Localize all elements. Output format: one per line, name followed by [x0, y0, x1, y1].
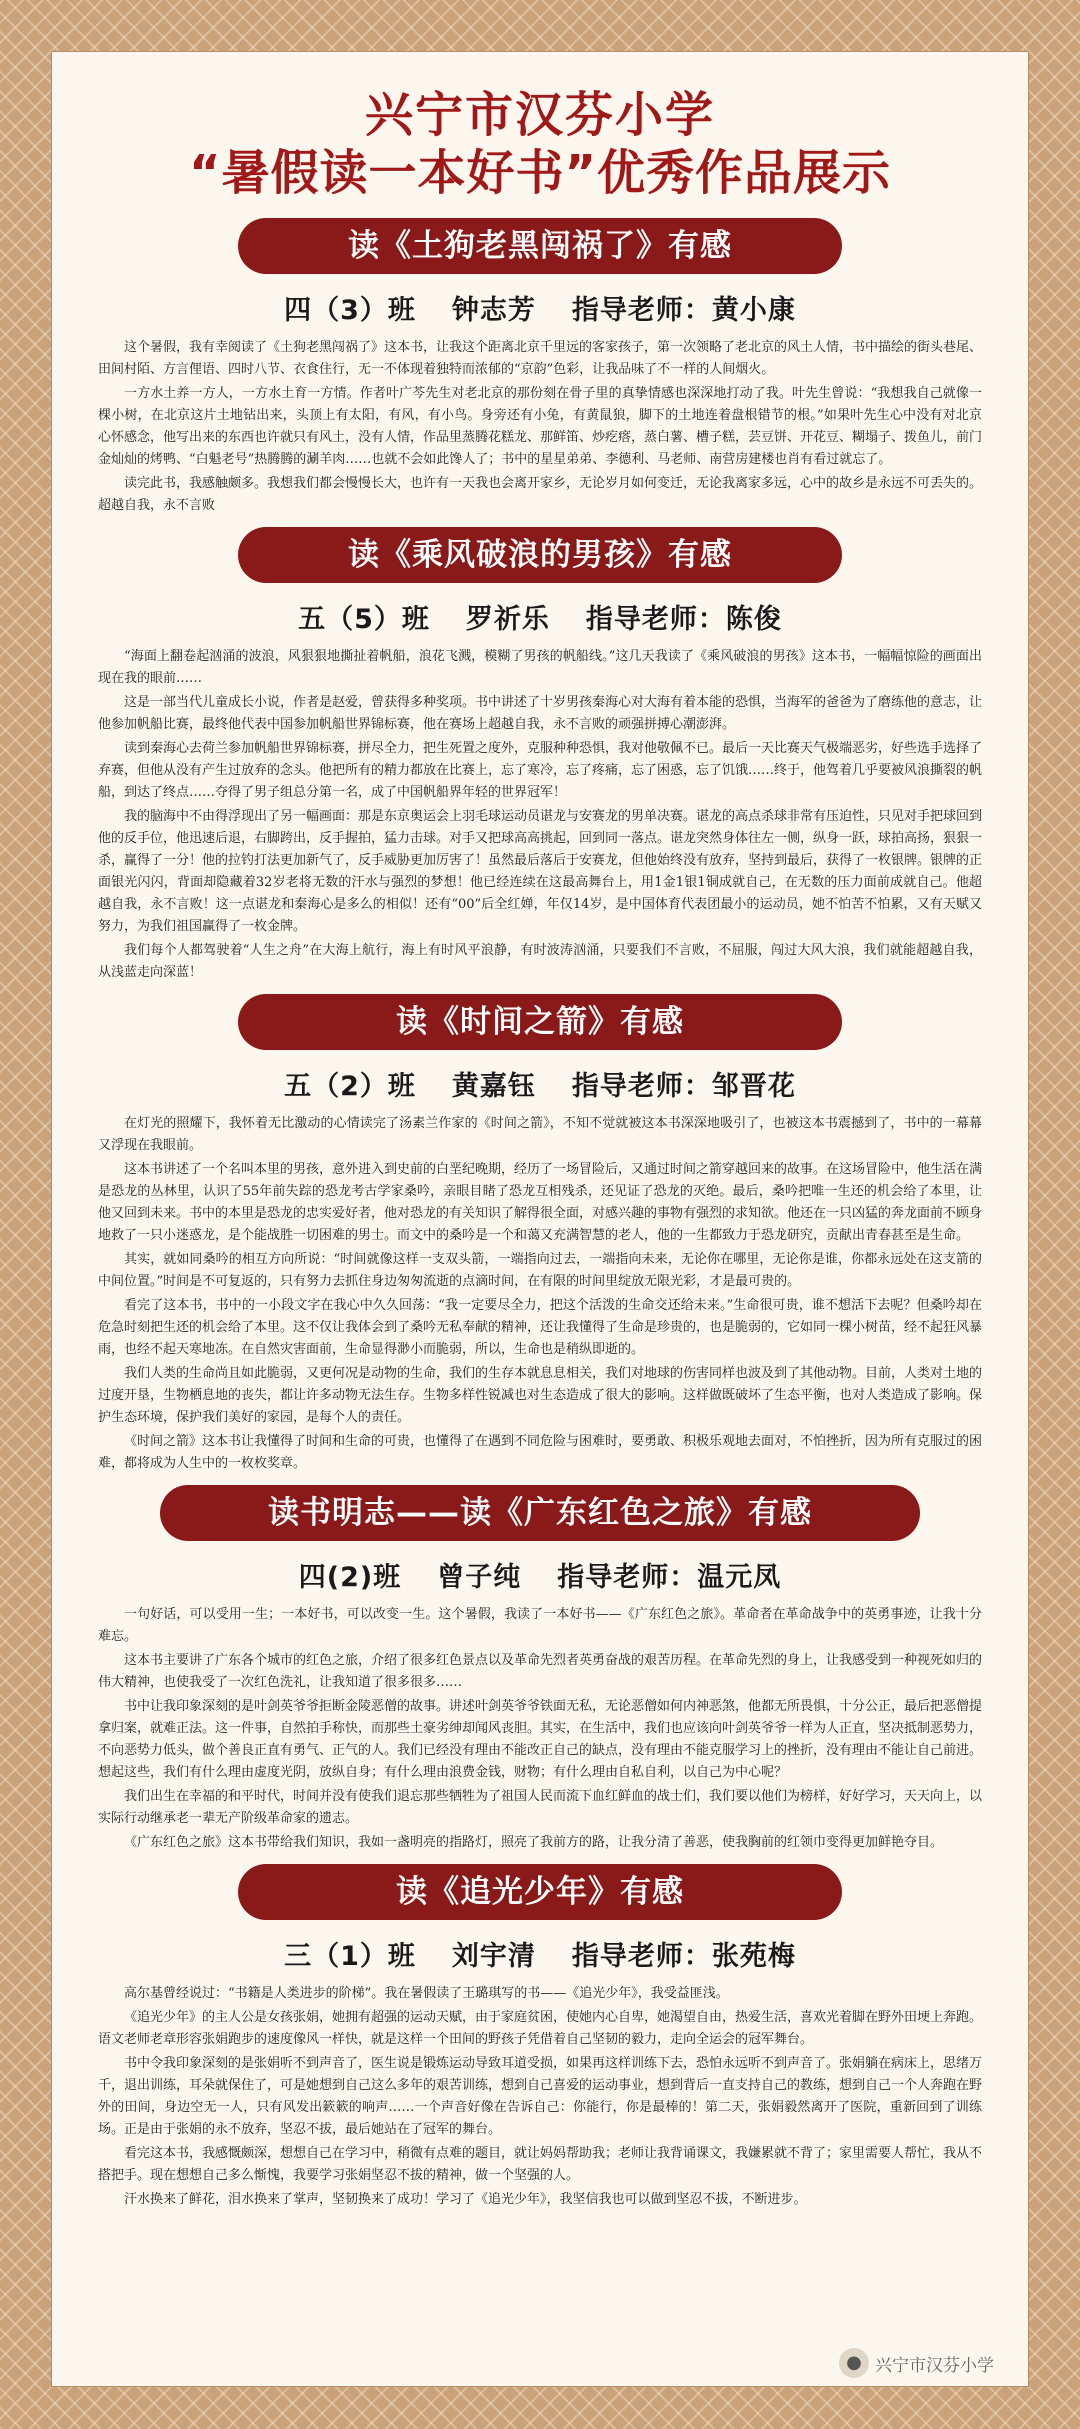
- byline-teacher: 指导老师：黄小康: [571, 295, 796, 326]
- byline-teacher: 指导老师：邹晋花: [571, 1071, 796, 1102]
- essay-banner: 读《乘风破浪的男孩》有感: [238, 527, 842, 583]
- byline-class: 四（3）班: [284, 295, 416, 326]
- essay-body: [52, 1113, 1028, 1475]
- essay-paragraph: 在灯光的照耀下，我怀着无比激动的心情读完了汤素兰作家的《时间之箭》，不知不觉就被这本书深深地吸引了，也被这本书震撼到了，书中的一幕幕又浮现在我眼前。: [98, 1116, 982, 1153]
- essay-banner: 读《追光少年》有感: [238, 1864, 842, 1920]
- essay-body: [52, 337, 1028, 517]
- byline-class: 五（2）班: [284, 1071, 416, 1102]
- essay-section: [52, 994, 1028, 1475]
- essay-list: [52, 218, 1028, 2211]
- essay-paragraph: 一方水土养一方人，一方水土育一方情。作者叶广芩先生对老北京的那份刻在骨子里的真挚情感也深深地打动了我。叶先生曾说：“我想我自己就像一棵小树，在北京这片土地钻出来，头顶上有太阳，有风，有小鸟。身旁还有小兔，有黄鼠狼，脚下的土地连着盘根错节的根。”如果叶先生心中没有对北京心怀感念，他写出来的东西也许就只有风土，没有人情，作品里蒸腾花糕龙、那鲜笛、炒疙瘩，蒸白薯、槽子糕，芸豆饼、开花豆、糊塌子、拨鱼儿，前门金灿灿的烤鸭、“白魁老号”热腾腾的涮羊肉……也就不会如此馋人了；书中的星星弟弟、李德利、马老师、南营房建楼也肖有看过就忘了。: [98, 386, 983, 467]
- essay-paragraph: 这本书讲述了一个名叫本里的男孩，意外进入到史前的白垩纪晚期，经历了一场冒险后，又通过时间之箭穿越回来的故事。在这场冒险中，他生活在满是恐龙的丛林里，认识了55年前失踪的恐龙考古学家桑吟，亲眼目睹了恐龙互相残杀，还见证了恐龙的灭绝。最后，桑吟把唯一生还的机会给了本里，让他又回到未来。书中的本里是恐龙的忠实爱好者，他对恐龙的有关知识了解得很全面，对感兴趣的事物有强烈的求知欲。他还在一只凶猛的奔龙面前不顾身地救了一只小迷惑龙，是个能战胜一切困难的男士。而文中的桑吟是一个和蔼又充满智慧的老人，他的一生都致力于恐龙研究，贡献出青春甚至是生命。: [98, 1162, 983, 1243]
- byline-teacher: 指导老师：张苑梅: [571, 1941, 796, 1972]
- essay-banner: 读书明志——读《广东红色之旅》有感: [160, 1485, 920, 1541]
- essay-paragraph: 书中令我印象深刻的是张娟听不到声音了，医生说是锻炼运动导致耳道受损，如果再这样训练下去，恐怕永远听不到声音了。张娟躺在病床上，思绪万千，退出训练，耳朵就保住了，可是她想到自己这么多年的艰苦训练，想到自己喜爱的运动事业，想到背后一直支持自己的教练，想到自己一个人奔跑在野外的田间，身边空无一人，只有风发出簌簌的响声……一个声音好像在告诉自己：你能行，你是最棒的！第二天，张娟毅然离开了医院，重新回到了训练场。正是由于张娟的永不放弃，坚忍不拔，最后她站在了冠军的舞台。: [98, 2056, 983, 2137]
- essay-section: [52, 1864, 1028, 2211]
- byline-student: 黄嘉钰: [451, 1071, 536, 1102]
- wechat-icon: ●: [839, 2348, 869, 2378]
- school-title: 兴宁市汉芬小学: [364, 87, 715, 143]
- byline-class: 五（5）班: [298, 604, 430, 635]
- essay-paragraph: “海面上翻卷起汹涌的波浪，风狠狠地撕扯着帆船，浪花飞溅，模糊了男孩的帆船线。”这几天我读了《乘风破浪的男孩》这本书，一幅幅惊险的画面出现在我的眼前……: [98, 649, 982, 686]
- byline-student: 罗祈乐: [465, 604, 550, 635]
- essay-paragraph: 我们人类的生命尚且如此脆弱，又更何况是动物的生命，我们的生存本就息息相关，我们对地球的伤害同样也波及到了其他动物。目前，人类对土地的过度开垦，生物栖息地的丧失，都让许多动物无法生存。生物多样性锐减也对生态造成了很大的影响。这样做既破坏了生态平衡，也对人类造成了影响。保护生态环境，保护我们美好的家园，是每个人的责任。: [98, 1366, 983, 1425]
- essay-paragraph: 我们每个人都驾驶着“人生之舟”在大海上航行，海上有时风平浪静，有时波涛汹涌，只要我们不言败，不屈服，闯过大风大浪，我们就能超越自我，从浅蓝走向深蓝！: [98, 943, 982, 980]
- essay-paragraph: 读完此书，我感触颇多。我想我们都会慢慢长大，也许有一天我也会离开家乡，无论岁月如何变迁，无论我离家多远，心中的故乡是永远不可丢失的。超越自我，永不言败: [98, 476, 983, 513]
- byline-student: 钟志芳: [451, 295, 536, 326]
- byline-class: 三（1）班: [284, 1941, 416, 1972]
- essay-paragraph: 一句好话，可以受用一生；一本好书，可以改变一生。这个暑假，我读了一本好书——《广东红色之旅》。革命者在革命战争中的英勇事迹，让我十分难忘。: [98, 1607, 982, 1644]
- essay-paragraph: 书中让我印象深刻的是叶剑英爷爷拒断金陵恶僧的故事。讲述叶剑英爷爷铁面无私，无论恶僧如何内神恶煞，他都无所畏惧，十分公正，最后把恶僧提拿归案，就难正法。这一件事，自然拍手称快，而那些土豪劣绅却闻风丧胆。其实，在生活中，我们也应该向叶剑英爷爷一样为人正直，坚决抵制恶势力，不向恶势力低头，做个善良正直有勇气、正气的人。我们已经没有理由不能改正自己的缺点，没有理由不能克服学习上的挫折，没有理由不能让自己前进。想起这些，我们有什么理由虚度光阴，放纵自身；有什么理由浪费金钱，财物；有什么理由自私自利，以自己为中心呢？: [98, 1699, 983, 1780]
- essay-paragraph: 《追光少年》的主人公是女孩张娟，她拥有超强的运动天赋，由于家庭贫困，使她内心自卑，她渴望自由，热爱生活，喜欢光着脚在野外田埂上奔跑。语文老师老章形容张娟跑步的速度像风一样快，就是这样一个田间的野孩子凭借着自己坚韧的毅力，走向全运会的冠军舞台。: [98, 2010, 983, 2047]
- essay-paragraph: 这是一部当代儿童成长小说，作者是赵爱，曾获得多种奖项。书中讲述了十岁男孩秦海心对大海有着本能的恐惧，当海军的爸爸为了磨练他的意志，让他参加帆船比赛，最终他代表中国参加帆船世界锦标赛，他在赛场上超越自我，永不言败的顽强拼搏心潮澎湃。: [98, 695, 983, 732]
- byline-teacher: 指导老师：温元凤: [557, 1562, 782, 1593]
- essay-byline: [52, 1064, 1028, 1103]
- essay-byline: [52, 288, 1028, 327]
- essay-byline: [52, 597, 1028, 636]
- essay-paragraph: 这个暑假，我有幸阅读了《土狗老黑闯祸了》这本书，让我这个距离北京千里远的客家孩子，第一次领略了老北京的风土人情，书中描绘的街头巷尾、田间村陌、方言俚语、四时八节、衣食住行，无一不体现着独特而浓郁的“京韵”色彩，让我品味了不一样的人间烟火。: [98, 340, 983, 377]
- essay-paragraph: 其实，就如同桑吟的相互方向所说：“时间就像这样一支双头箭，一端指向过去，一端指向未来，无论你在哪里，无论你是谁，你都永远处在这支箭的中间位置。”时间是不可复返的，只有努力去抓住身边匆匆流逝的点滴时间，在有限的时间里绽放无限光彩，才是最可贵的。: [98, 1252, 982, 1289]
- essay-byline: [52, 1555, 1028, 1594]
- essay-section: [52, 1485, 1028, 1854]
- byline-class: 四(2)班: [298, 1562, 402, 1593]
- essay-byline: [52, 1934, 1028, 1973]
- essay-section: [52, 527, 1028, 984]
- essay-paragraph: 汗水换来了鲜花，泪水换来了掌声，坚韧换来了成功！学习了《追光少年》，我坚信我也可以做到坚忍不拔，不断进步。: [124, 2192, 807, 2207]
- essay-paragraph: 这本书主要讲了广东各个城市的红色之旅，介绍了很多红色景点以及革命先烈者英勇奋战的艰苦历程。在革命先烈的身上，让我感受到一种视死如归的伟大精神，也使我受了一次红色洗礼，让我知道了很多很多……: [98, 1653, 983, 1690]
- byline-teacher: 指导老师：陈俊: [585, 604, 782, 635]
- event-title: “暑假读一本好书”优秀作品展示: [188, 145, 892, 201]
- essay-body: [52, 1983, 1028, 2211]
- essay-paragraph: 《广东红色之旅》这本书带给我们知识，我如一盏明亮的指路灯，照亮了我前方的路，让我分清了善恶，使我胸前的红领巾变得更加鲜艳夺目。: [124, 1835, 944, 1850]
- essay-paragraph: 读到秦海心去荷兰参加帆船世界锦标赛，拼尽全力，把生死置之度外，克服种种恐惧，我对他敬佩不已。最后一天比赛天气极端恶劣，好些选手选择了弃赛，但他从没有产生过放弃的念头。他把所有的精力都放在比赛上，忘了寒冷，忘了疼痛，忘了困惑，忘了饥饿……终于，他驾着几乎要被风浪撕裂的帆船，到达了终点……夺得了男子组总分第一名，成了中国帆船界年轻的世界冠军！: [98, 741, 983, 800]
- essay-body: [52, 1604, 1028, 1854]
- essay-section: [52, 218, 1028, 517]
- essay-paragraph: 看完这本书，我感慨颇深，想想自己在学习中，稍微有点难的题目，就让妈妈帮助我；老师让我背诵课文，我嫌累就不背了；家里需要人帮忙，我从不搭把手。现在想想自己多么惭愧，我要学习张娟坚忍不拔的精神，做一个坚强的人。: [98, 2146, 983, 2183]
- essay-banner: 读《时间之箭》有感: [238, 994, 842, 1050]
- essay-paragraph: 高尔基曾经说过：“书籍是人类进步的阶梯”。我在暑假读了王璐琪写的书——《追光少年》，我受益匪浅。: [124, 1986, 729, 2001]
- poster-paper: [52, 52, 1028, 2386]
- essay-banner: 读《土狗老黑闯祸了》有感: [238, 218, 842, 274]
- byline-student: 刘宇清: [451, 1941, 536, 1972]
- watermark-text: 兴宁市汉芬小学: [875, 2355, 994, 2376]
- essay-paragraph: 我们出生在幸福的和平时代，时间并没有使我们退忘那些牺牲为了祖国人民而流下血红鲜血的战士们，我们要以他们为榜样，好好学习，天天向上，以实际行动继承老一辈无产阶级革命家的遗志。: [98, 1789, 983, 1826]
- essay-paragraph: 看完了这本书，书中的一小段文字在我心中久久回荡：“我一定要尽全力，把这个活泼的生命交还给未来。”生命很可贵，谁不想活下去呢？但桑吟却在危急时刻把生还的机会给了本里。这不仅让我体会到了桑吟无私奉献的精神，还让我懂得了生命是珍贵的，也是脆弱的，它如同一棵小树苗，经不起狂风暴雨，也经不起天寒地冻。在自然灾害面前，生命显得渺小而脆弱，所以，生命也是稍纵即逝的。: [98, 1298, 983, 1357]
- essay-body: [52, 646, 1028, 984]
- essay-paragraph: 我的脑海中不由得浮现出了另一幅画面：那是东京奥运会上羽毛球运动员谌龙与安赛龙的男单决赛。谌龙的高点杀球非常有压迫性，只见对手把球回到他的反手位，他迅速后退，右脚跨出，反手握拍，猛力击球。对手又把球高高挑起，回到同一落点。谌龙突然身体往左一侧，纵身一跃，球拍高扬，狠狠一杀，赢得了一分！他的拉钓打法更加新气了，反手威胁更加厉害了！虽然最后落后于安赛龙，但他始终没有放弃，坚持到最后，获得了一枚银牌。银牌的正面银光闪闪，背面却隐藏着32岁老将无数的汗水与强烈的梦想！他已经连续在这最高舞台上，用1金1银1铜成就自己，在无数的压力面前成就自己。他超越自我，永不言败！这一点谌龙和秦海心是多么的相似！还有“00”后全红婵，年仅14岁，是中国体育代表团最小的运动员，她不怕苦不怕累，又有天赋又努力，为我们祖国赢得了一枚金牌。: [98, 809, 983, 934]
- essay-paragraph: 《时间之箭》这本书让我懂得了时间和生命的可贵，也懂得了在遇到不同危险与困难时，要勇敢、积极乐观地去面对，不怕挫折，因为所有克服过的困难，都将成为人生中的一枚枚奖章。: [98, 1434, 983, 1471]
- byline-student: 曾子纯: [437, 1562, 522, 1593]
- watermark: [839, 2348, 994, 2378]
